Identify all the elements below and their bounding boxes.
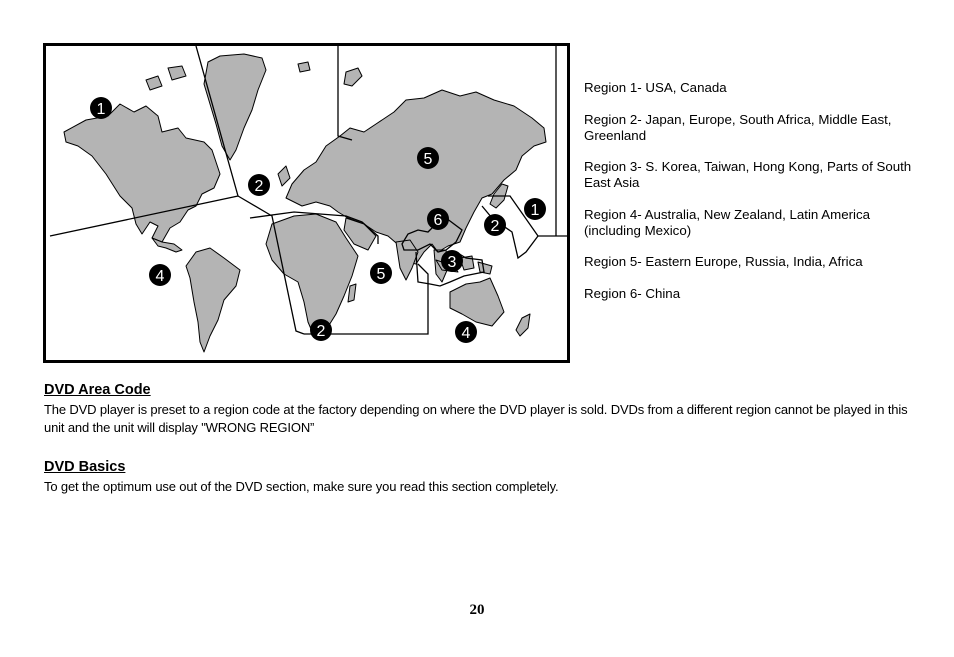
dvd-basics-text: To get the optimum use out of the DVD section, make sure you read this section completely. — [44, 479, 559, 494]
svg-text:5: 5 — [423, 151, 433, 168]
svg-text:4: 4 — [461, 325, 471, 342]
legend-region-6: Region 6- China — [584, 285, 681, 301]
svg-text:6: 6 — [433, 212, 443, 229]
world-map-graphic — [46, 46, 567, 360]
region-badge-3-se-asia — [441, 250, 463, 272]
svg-text:1: 1 — [96, 101, 106, 118]
dvd-area-code-heading: DVD Area Code — [44, 382, 151, 398]
central-america-landmass — [152, 238, 182, 252]
region-badge-1-americas — [90, 97, 112, 119]
boundary-europe-asia — [338, 46, 352, 140]
region-badge-2-europe — [248, 174, 270, 196]
region-badge-2-japan — [484, 214, 506, 236]
uk-landmass — [278, 166, 290, 186]
dvd-area-code-text: The DVD player is preset to a region code at the factory depending on where the DVD player is sold. DVDs from a different region cannot be played in this unit and the unit will display "WRONG REGION” — [44, 402, 908, 435]
svg-text:1: 1 — [530, 202, 540, 219]
svg-text:2: 2 — [316, 323, 326, 340]
svg-text:4: 4 — [155, 268, 165, 285]
page-number: 20 — [469, 602, 485, 618]
svg-text:5: 5 — [376, 266, 386, 283]
south-america-landmass — [186, 248, 240, 352]
legend-region-5: Region 5- Eastern Europe, Russia, India, Africa — [584, 254, 863, 269]
legend-region-3: Region 3- S. Korea, Taiwan, Hong Kong, Parts of South East Asia — [584, 159, 912, 190]
legend-region-1: Region 1- USA, Canada — [584, 80, 727, 95]
region-badge-5-africa — [370, 262, 392, 284]
region-legend — [584, 80, 929, 317]
legend-region-4: Region 4- Australia, New Zealand, Latin America (including Mexico) — [584, 206, 871, 238]
region-badge-4-latam — [149, 264, 171, 286]
new-zealand-landmass — [516, 314, 530, 336]
australia-landmass — [450, 278, 504, 326]
svg-text:3: 3 — [447, 254, 457, 271]
region-badge-4-australia — [455, 321, 477, 343]
madagascar-landmass — [348, 284, 356, 302]
dvd-basics-heading: DVD Basics — [44, 459, 126, 475]
north-america-landmass — [64, 104, 220, 242]
svg-text:2: 2 — [254, 178, 264, 195]
region-badge-1-pacific — [524, 198, 546, 220]
legend-region-2: Region 2- Japan, Europe, South Africa, Middle East, Greenland — [584, 111, 892, 143]
region-badge-6-china — [427, 208, 449, 230]
region-map — [43, 43, 570, 363]
svg-text:2: 2 — [490, 218, 500, 235]
africa-landmass — [266, 214, 358, 336]
region-badge-5-asia — [417, 147, 439, 169]
region-badge-2-south-africa — [310, 319, 332, 341]
